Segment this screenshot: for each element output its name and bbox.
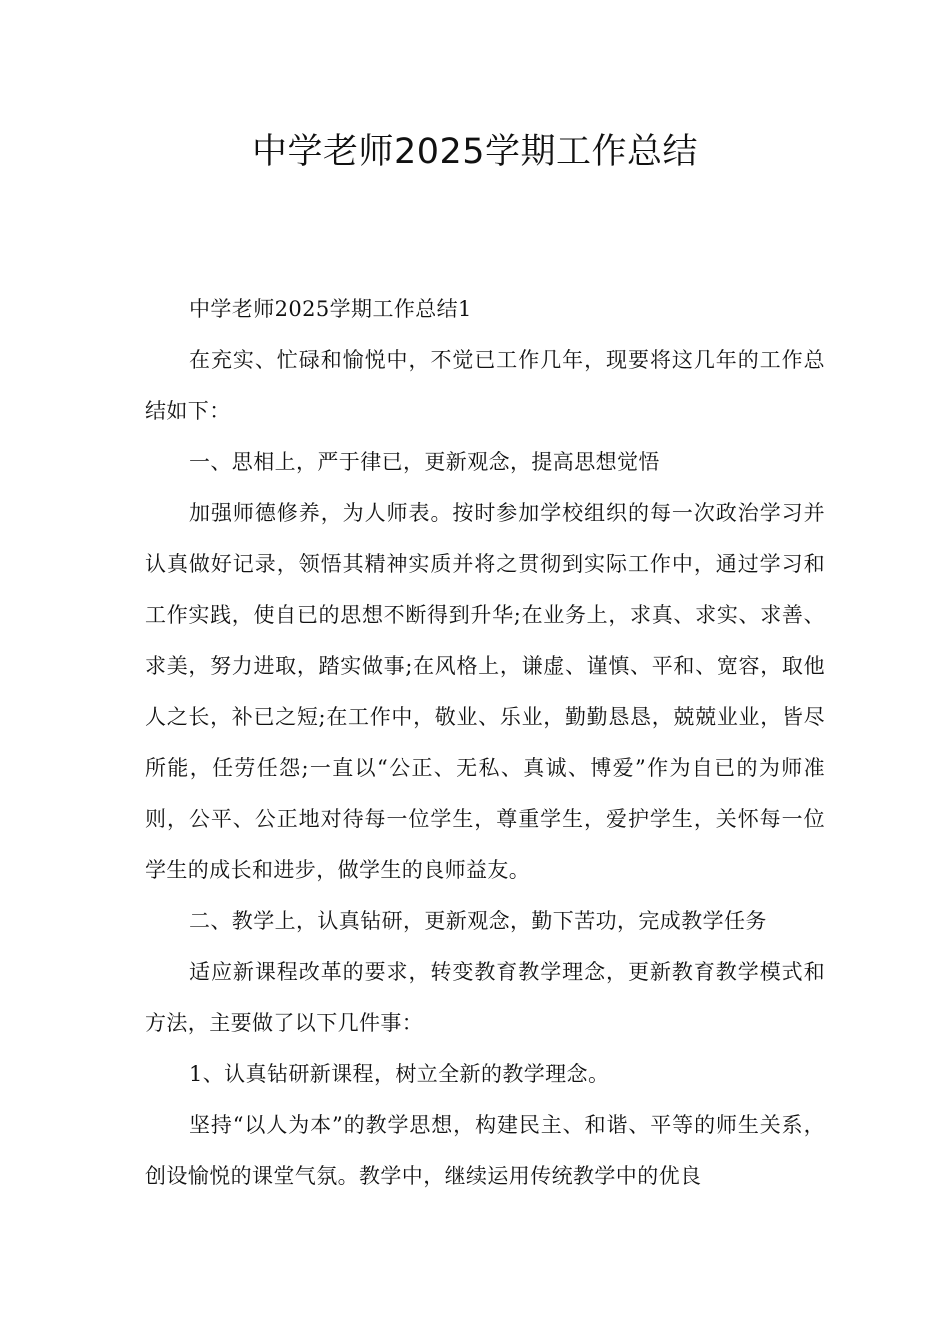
subheading-ideology: 一、思相上，严于律已，更新观念，提高思想觉悟 — [189, 450, 660, 474]
document-body — [145, 284, 825, 1202]
list-item-1: 1、认真钻研新课程，树立全新的教学理念。 — [189, 1062, 610, 1086]
paragraph-student-centered: 坚持“以人为本”的教学思想，构建民主、和谐、平等的师生关系，创设愉悦的课堂气氛。教学中，继续运用传统教学中的优良 — [145, 1113, 825, 1188]
paragraph-teaching: 适应新课程改革的要求，转变教育教学理念，更新教育教学模式和方法，主要做了以下几件事： — [145, 960, 825, 1035]
section-heading-1: 中学老师2025学期工作总结1 — [189, 297, 472, 321]
paragraph-ideology: 加强师德修养，为人师表。按时参加学校组织的每一次政治学习并认真做好记录，领悟其精神实质并将之贯彻到实际工作中，通过学习和工作实践，使自已的思想不断得到升华;在业务上，求真、求实、求善、求美，努力进取，踏实做事;在风格上，谦虚、谨慎、平和、宽容，取他人之长，补已之短;在工作中，敬业、乐业，勤勤恳恳，兢兢业业，皆尽所能，任劳任怨;一直以“公正、无私、真诚、博爱”作为自已的为师准则，公平、公正地对待每一位学生，尊重学生，爱护学生，关怀每一位学生的成长和进步，做学生的良师益友。 — [145, 501, 825, 882]
paragraph-intro: 在充实、忙碌和愉悦中，不觉已工作几年，现要将这几年的工作总结如下： — [145, 348, 825, 423]
subheading-teaching: 二、教学上，认真钻研，更新观念，勤下苦功，完成教学任务 — [189, 909, 767, 933]
document-title: 中学老师2025学期工作总结 — [251, 132, 699, 172]
